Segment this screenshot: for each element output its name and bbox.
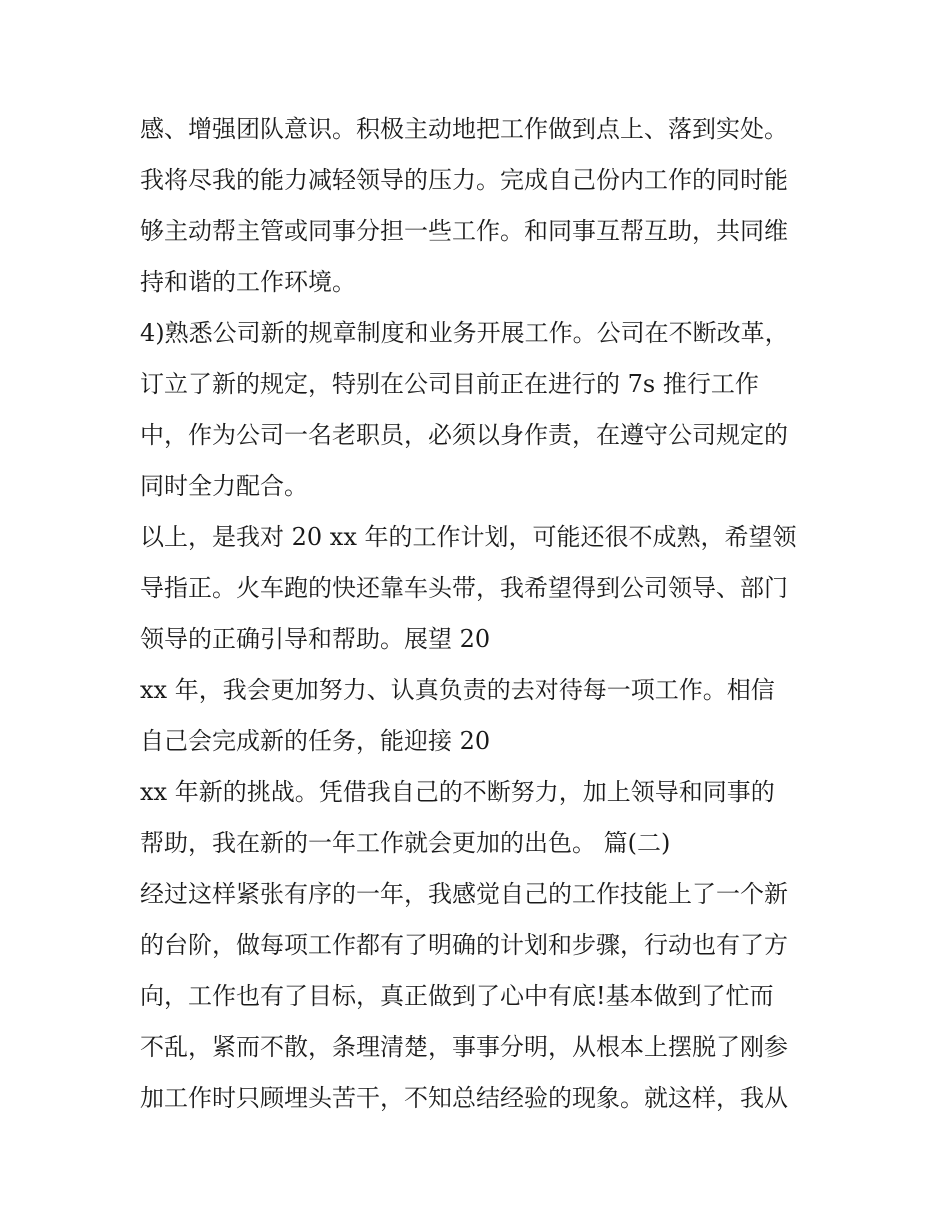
text-line: xx 年，我会更加努力、认真负责的去对待每一项工作。相信: [140, 676, 775, 704]
text-line: 导指正。火车跑的快还靠车头带，我希望得到公司领导、部门: [140, 574, 788, 602]
text-line: 加工作时只顾埋头苦干，不知总结经验的现象。就这样，我从: [140, 1084, 788, 1112]
text-line: 感、增强团队意识。积极主动地把工作做到点上、落到实处。: [140, 115, 788, 143]
text-line: 以上，是我对 20 xx 年的工作计划，可能还很不成熟，希望领: [140, 523, 797, 551]
body-text: [140, 104, 820, 1124]
text-line: 中，作为公司一名老职员，必须以身作责，在遵守公司规定的: [140, 421, 788, 449]
text-line: 持和谐的工作环境。: [140, 268, 356, 296]
text-line: 同时全力配合。: [140, 472, 308, 500]
text-line: 我将尽我的能力减轻领导的压力。完成自己份内工作的同时能: [140, 166, 788, 194]
text-line: 的台阶，做每项工作都有了明确的计划和步骤，行动也有了方: [140, 931, 788, 959]
text-line: 4)熟悉公司新的规章制度和业务开展工作。公司在不断改革，: [140, 319, 789, 347]
text-line: 不乱，紧而不散，条理清楚，事事分明，从根本上摆脱了刚参: [140, 1033, 788, 1061]
text-line: xx 年新的挑战。凭借我自己的不断努力，加上领导和同事的: [140, 778, 775, 806]
text-line: 够主动帮主管或同事分担一些工作。和同事互帮互助，共同维: [140, 217, 788, 245]
text-line: 领导的正确引导和帮助。展望 20: [140, 625, 491, 653]
text-line: 订立了新的规定，特别在公司目前正在进行的 7s 推行工作: [140, 370, 759, 398]
text-line: 帮助，我在新的一年工作就会更加的出色。 篇(二): [140, 829, 671, 857]
text-line: 经过这样紧张有序的一年，我感觉自己的工作技能上了一个新: [140, 880, 788, 908]
text-line: 自己会完成新的任务，能迎接 20: [140, 727, 491, 755]
text-line: 向，工作也有了目标，真正做到了心中有底!基本做到了忙而: [140, 982, 774, 1010]
